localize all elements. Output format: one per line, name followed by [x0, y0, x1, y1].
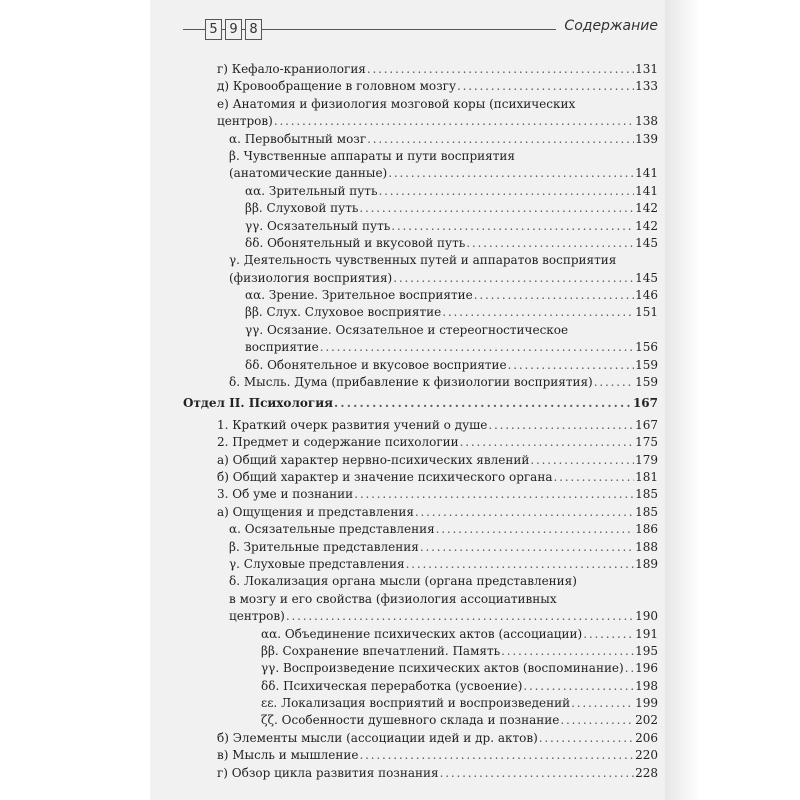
section-title: Содержание: [556, 18, 658, 34]
dot-leader: [488, 417, 634, 434]
toc-entry-title: γγ. Осязательный путь: [245, 218, 391, 233]
toc-entry-title: αα. Объединение психических актов (ассоциации): [261, 626, 583, 641]
toc-entry: [183, 131, 658, 148]
toc-entry: [183, 452, 658, 469]
toc-entry-page: 138: [635, 114, 658, 129]
toc-entry-title: ββ. Сохранение впечатлений. Память: [261, 643, 501, 658]
toc-entry-page: 186: [635, 522, 658, 537]
page-edge-shadow: [665, 0, 700, 800]
toc-entry-page: 179: [635, 452, 658, 467]
toc-entry-page: 156: [635, 340, 658, 355]
toc-entry: [183, 469, 658, 486]
toc-entry-title: центров): [217, 114, 273, 129]
toc-entry-page: 191: [635, 626, 658, 641]
toc-entry-title: (анатомические данные): [229, 166, 388, 181]
toc-entry: [183, 486, 658, 503]
toc-entry-title: αα. Зрительный путь: [245, 183, 378, 198]
toc-entry-title: δδ. Обонятельный и вкусовой путь: [245, 235, 466, 250]
toc-entry-title: δ. Мысль. Дума (прибавление к физиологии восприятия): [229, 375, 593, 390]
dot-leader: [320, 339, 634, 356]
toc-entry-title: центров): [229, 609, 285, 624]
dot-leader: [523, 678, 634, 695]
toc-entry: [183, 113, 658, 130]
toc-entry-title: б) Общий характер и значение психического органа: [217, 469, 553, 484]
toc-entry-page: 199: [635, 696, 658, 711]
page-digit: 9: [225, 19, 242, 40]
toc-entry-page: 220: [635, 748, 658, 763]
toc-entry-title: Отдел II. Психология: [183, 396, 334, 411]
toc-entry-page: 167: [635, 417, 658, 432]
toc-entry-title: ββ. Слуховой путь: [245, 201, 359, 216]
toc-entry: [183, 712, 658, 729]
toc-entry-title: а) Общий характер нервно-психических явлений: [217, 452, 530, 467]
toc-entry: [183, 678, 658, 695]
toc-entry-page: 189: [635, 556, 658, 571]
dot-leader: [554, 469, 635, 486]
toc-entry-page: 133: [635, 79, 658, 94]
toc-entry: [183, 374, 658, 391]
toc-entry: [183, 183, 658, 200]
toc-entry: [183, 765, 658, 782]
toc-entry-page: 141: [635, 166, 658, 181]
toc-entry-title: в мозгу и его свойства (физиология ассоциативных: [229, 591, 557, 606]
toc-entry: [183, 96, 658, 113]
dot-leader: [274, 113, 634, 130]
dot-leader: [406, 556, 634, 573]
toc-entry-title: (физиология восприятия): [229, 270, 393, 285]
toc-entry: [183, 608, 658, 625]
toc-entry-title: в) Мысль и мышление: [217, 748, 359, 763]
toc-entry: [183, 556, 658, 573]
dot-leader: [530, 452, 634, 469]
dot-leader: [501, 643, 634, 660]
dot-leader: [393, 270, 634, 287]
toc-entry-title: 1. Краткий очерк развития учений о душе: [217, 417, 488, 432]
toc-entry-page: 142: [635, 201, 658, 216]
toc-entry-title: εε. Локализация восприятий и воспроизведений: [261, 696, 571, 711]
toc-entry-page: 139: [635, 131, 658, 146]
toc-entry-page: 167: [632, 396, 658, 411]
toc-entry-title: δ. Локализация органа мысли (органа представления): [229, 574, 577, 589]
toc-entry: [183, 61, 658, 78]
toc-entry: [183, 78, 658, 95]
toc-entry: [183, 235, 658, 252]
dot-leader: [442, 304, 634, 321]
toc-entry-page: 195: [635, 643, 658, 658]
toc-entry-page: 188: [635, 539, 658, 554]
toc-entry: [183, 626, 658, 643]
toc-entry: [183, 504, 658, 521]
toc-entry: [183, 322, 658, 339]
dot-leader: [359, 200, 634, 217]
toc-entry-title: а) Ощущения и представления: [217, 504, 414, 519]
toc-entry: [183, 591, 658, 608]
toc-entry: [183, 252, 658, 269]
toc-section-heading: [183, 395, 658, 412]
toc-entry-title: ββ. Слух. Слуховое восприятие: [245, 305, 442, 320]
toc-entry: [183, 304, 658, 321]
toc-entry-page: 159: [635, 375, 658, 390]
toc-entry-title: 3. Об уме и познании: [217, 487, 354, 502]
toc-entry: [183, 148, 658, 165]
toc-entry-page: 185: [635, 504, 658, 519]
dot-leader: [560, 712, 634, 729]
dot-leader: [457, 78, 634, 95]
toc-entry-page: 202: [635, 713, 658, 728]
toc-entry-title: γγ. Осязание. Осязательное и стереогностическое: [245, 322, 569, 337]
table-of-contents: [183, 61, 658, 782]
page-header: [183, 17, 658, 43]
toc-entry-page: 151: [635, 305, 658, 320]
toc-entry-title: β. Зрительные представления: [229, 539, 419, 554]
page-digit: 8: [245, 19, 262, 40]
toc-entry-page: 141: [635, 183, 658, 198]
toc-entry-page: 146: [635, 288, 658, 303]
dot-leader: [474, 287, 634, 304]
dot-leader: [378, 183, 634, 200]
toc-entry-title: δδ. Психическая переработка (усвоение): [261, 678, 523, 693]
toc-entry-page: 145: [635, 235, 658, 250]
dot-leader: [440, 765, 635, 782]
dot-leader: [539, 730, 634, 747]
toc-entry-page: 198: [635, 678, 658, 693]
toc-entry-page: 185: [635, 487, 658, 502]
toc-entry: [183, 730, 658, 747]
toc-entry-title: ζζ. Особенности душевного склада и познание: [261, 713, 560, 728]
dot-leader: [388, 165, 634, 182]
toc-entry-title: α. Первобытный мозг: [229, 131, 367, 146]
dot-leader: [420, 539, 634, 556]
toc-entry-title: е) Анатомия и физиология мозговой коры (психических: [217, 96, 576, 111]
dot-leader: [508, 357, 634, 374]
toc-entry: [183, 573, 658, 590]
dot-leader: [460, 434, 634, 451]
toc-entry-page: 196: [635, 661, 658, 676]
toc-entry: [183, 539, 658, 556]
toc-entry: [183, 695, 658, 712]
toc-entry-title: δδ. Обонятельное и вкусовое восприятие: [245, 357, 507, 372]
dot-leader: [594, 374, 634, 391]
toc-entry: [183, 165, 658, 182]
toc-entry-title: б) Элементы мысли (ассоциации идей и др. актов): [217, 730, 538, 745]
dot-leader: [583, 626, 634, 643]
dot-leader: [359, 747, 634, 764]
toc-entry: [183, 434, 658, 451]
toc-entry: [183, 218, 658, 235]
dot-leader: [334, 395, 632, 412]
toc-entry-title: β. Чувственные аппараты и пути восприятия: [229, 148, 515, 163]
toc-entry-page: 131: [635, 62, 658, 76]
dot-leader: [625, 660, 634, 677]
toc-entry-title: 2. Предмет и содержание психологии: [217, 435, 459, 450]
dot-leader: [367, 61, 634, 78]
page-number: [205, 19, 265, 40]
toc-entry: [183, 200, 658, 217]
toc-entry-page: 190: [635, 609, 658, 624]
toc-entry-title: γ. Слуховые представления: [229, 556, 405, 571]
toc-entry-page: 159: [635, 357, 658, 372]
dot-leader: [436, 521, 634, 538]
dot-leader: [466, 235, 634, 252]
dot-leader: [415, 504, 634, 521]
toc-entry: [183, 747, 658, 764]
toc-entry: [183, 287, 658, 304]
toc-entry-page: 175: [635, 435, 658, 450]
toc-entry-title: γγ. Воспроизведение психических актов (воспоминание): [261, 661, 624, 676]
toc-entry-page: 181: [635, 469, 658, 484]
dot-leader: [354, 486, 634, 503]
toc-entry-title: α. Осязательные представления: [229, 522, 435, 537]
toc-entry-title: восприятие: [245, 340, 319, 355]
toc-entry: [183, 417, 658, 434]
toc-entry-page: 206: [635, 730, 658, 745]
toc-entry: [183, 357, 658, 374]
toc-entry: [183, 270, 658, 287]
dot-leader: [367, 131, 634, 148]
toc-entry-page: 228: [635, 765, 658, 780]
dot-leader: [391, 218, 634, 235]
toc-entry: [183, 643, 658, 660]
toc-entry-title: г) Кефало-краниология: [217, 62, 366, 76]
page-digit: 5: [205, 19, 222, 40]
dot-leader: [571, 695, 634, 712]
toc-entry-page: 145: [635, 270, 658, 285]
toc-entry: [183, 521, 658, 538]
dot-leader: [286, 608, 634, 625]
toc-entry: [183, 339, 658, 356]
toc-entry-title: αα. Зрение. Зрительное восприятие: [245, 288, 473, 303]
toc-entry-page: 142: [635, 218, 658, 233]
toc-entry: [183, 660, 658, 677]
toc-entry-title: г) Обзор цикла развития познания: [217, 765, 439, 780]
toc-entry-title: γ. Деятельность чувственных путей и аппаратов восприятия: [229, 253, 617, 268]
toc-entry-title: д) Кровообращение в головном мозгу: [217, 79, 457, 94]
